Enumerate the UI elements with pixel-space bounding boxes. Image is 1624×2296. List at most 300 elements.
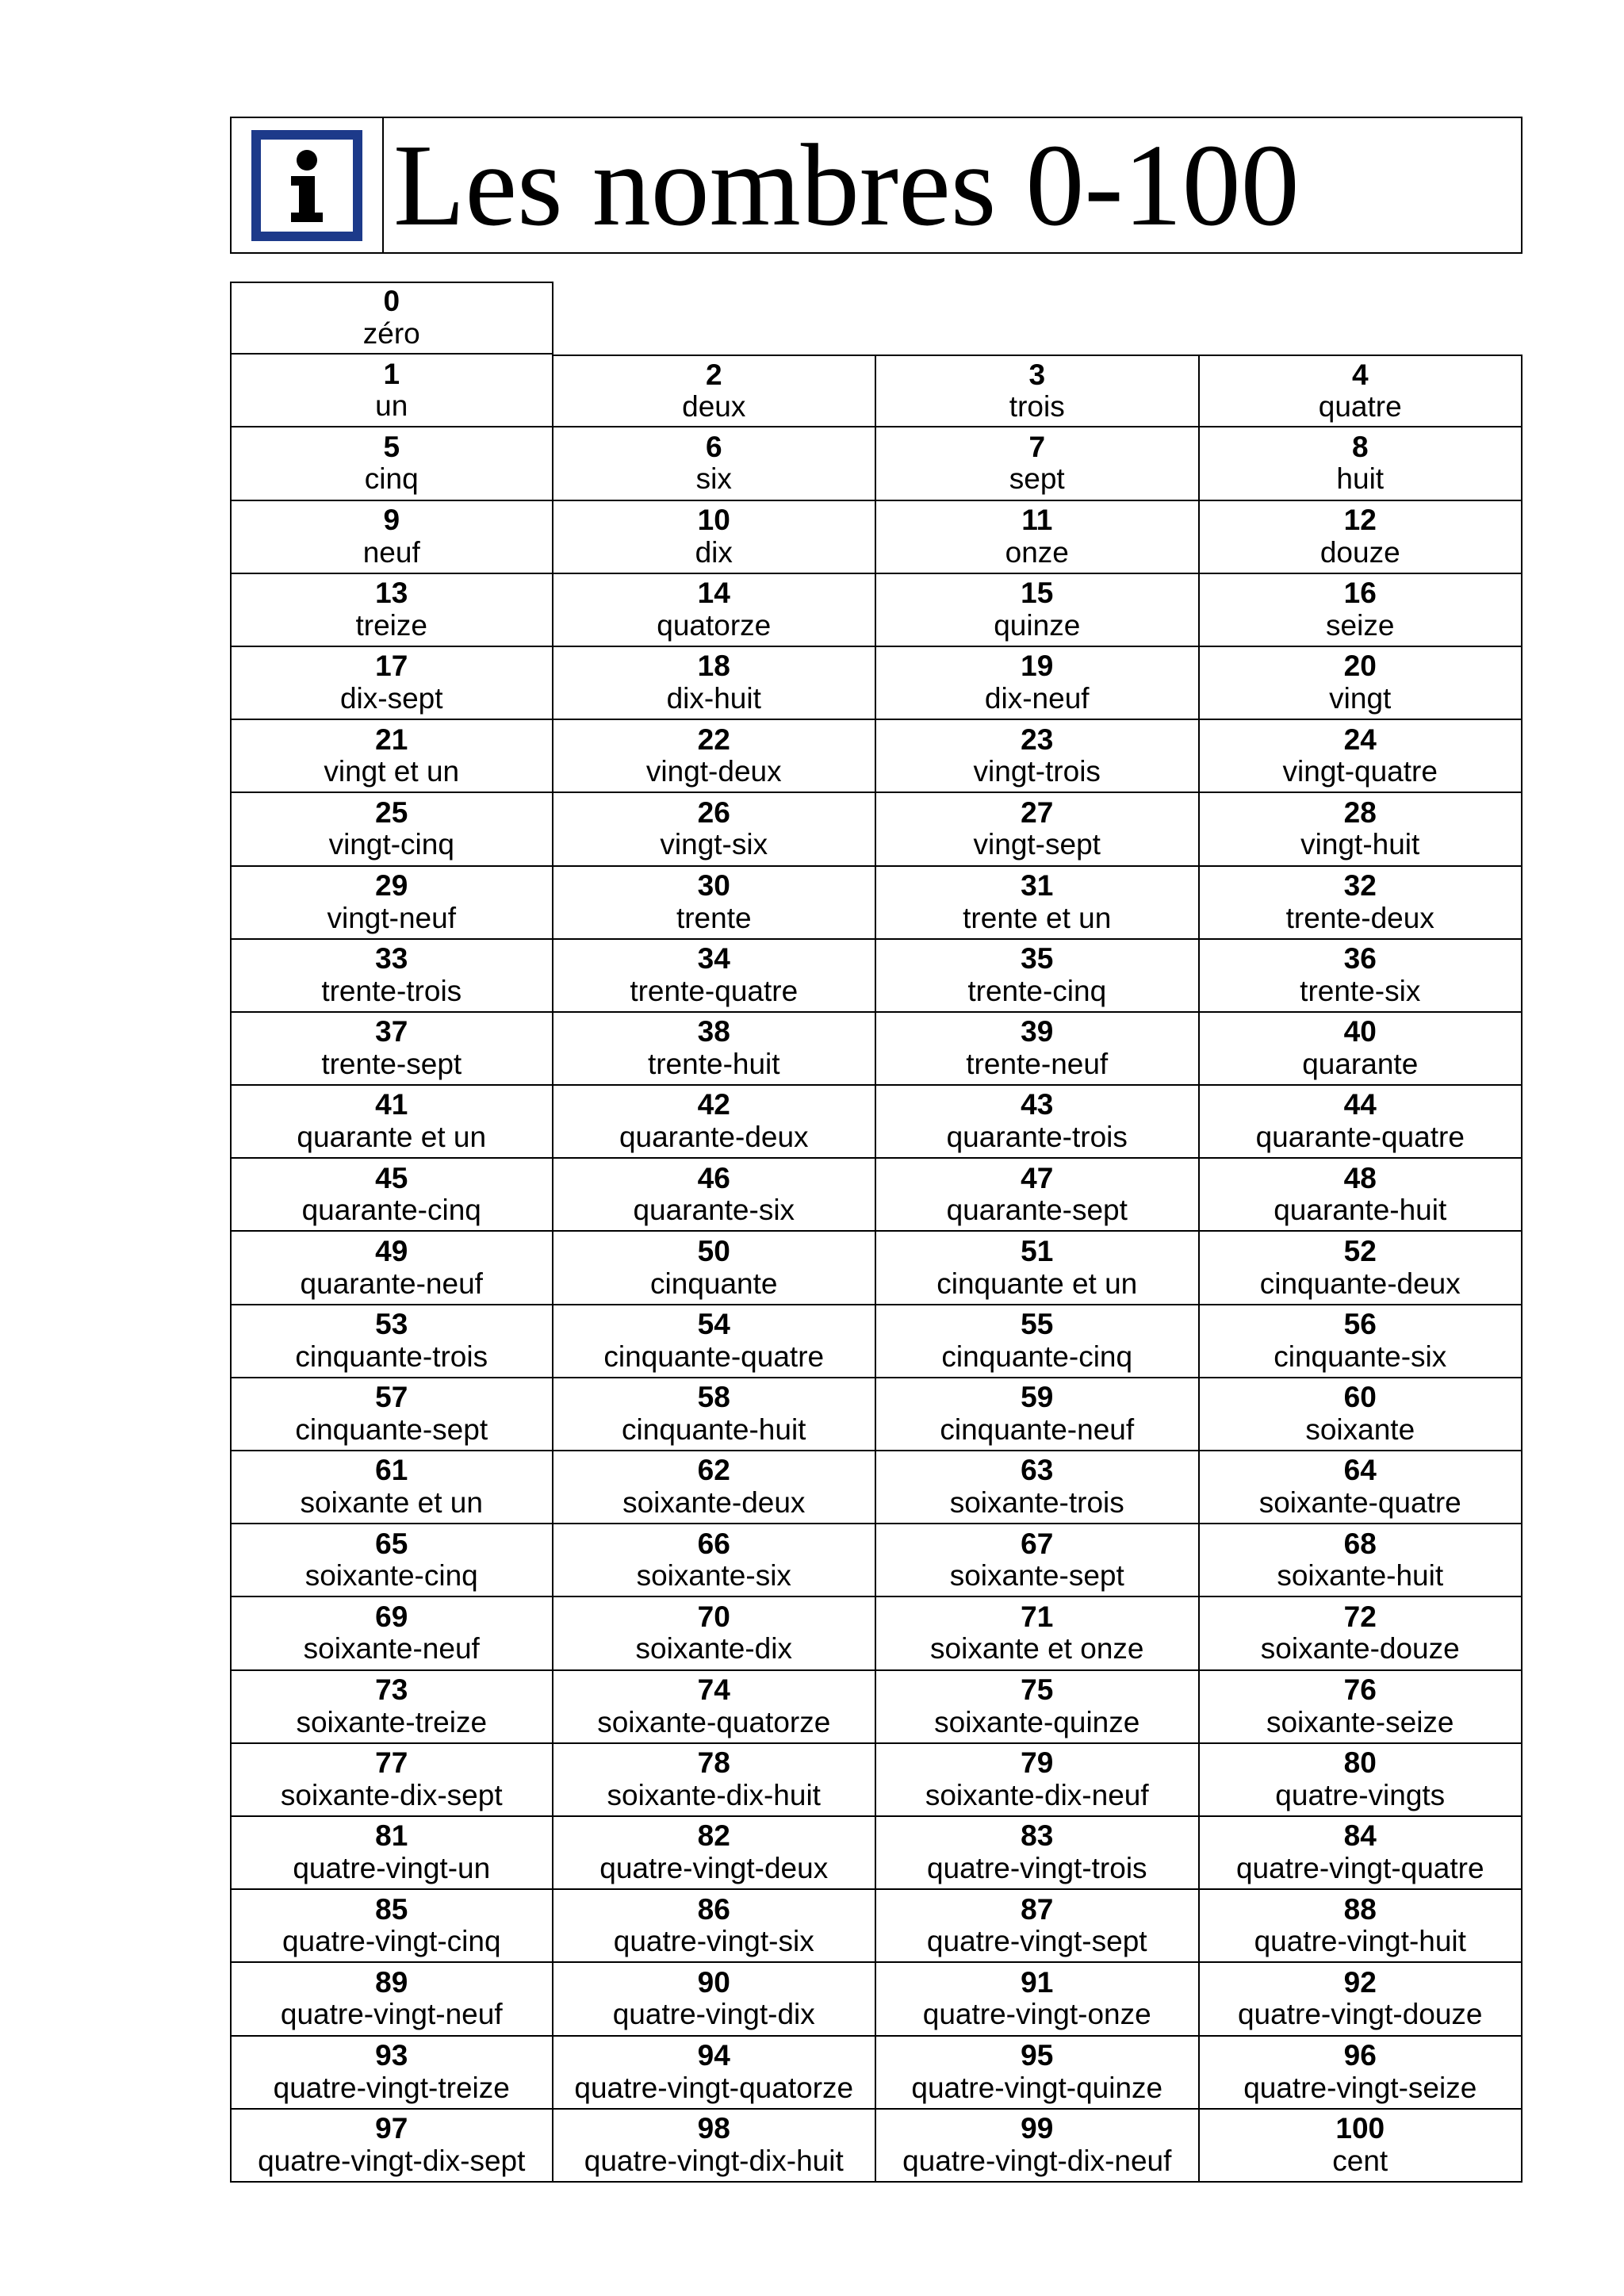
number-word: trente-huit: [647, 1047, 780, 1080]
number-value: 100: [1335, 2112, 1385, 2145]
number-cell: [230, 1378, 553, 1451]
number-word: trente-trois: [321, 974, 462, 1007]
number-word: quatre-vingt-sept: [926, 1925, 1147, 1958]
number-value: 97: [375, 2112, 408, 2145]
number-value: 41: [375, 1088, 408, 1121]
number-cell: [230, 1159, 553, 1232]
number-value: 73: [375, 1673, 408, 1706]
number-word: quatre: [1318, 390, 1402, 424]
number-word: vingt: [1329, 682, 1392, 715]
number-value: 28: [1343, 795, 1377, 829]
number-cell: [1200, 1744, 1523, 1817]
number-word: neuf: [362, 535, 420, 569]
number-value: 76: [1343, 1673, 1377, 1706]
number-cell: [230, 1817, 553, 1890]
page-title: Les nombres 0-100: [393, 120, 1300, 251]
number-word: zéro: [362, 317, 420, 351]
page-header: [230, 117, 1522, 254]
number-word: quarante-six: [633, 1194, 795, 1227]
number-value: 43: [1021, 1088, 1054, 1121]
number-cell: [1200, 1159, 1523, 1232]
numbers-table: [230, 282, 1522, 2183]
number-value: 86: [697, 1892, 730, 1926]
number-word: soixante-sept: [949, 1559, 1124, 1593]
number-value: 49: [375, 1234, 408, 1267]
number-value: 0: [383, 285, 400, 318]
number-word: cinquante-trois: [295, 1340, 488, 1373]
number-cell: [876, 1013, 1200, 1086]
number-value: 60: [1343, 1381, 1377, 1414]
number-cell: [230, 1086, 553, 1159]
number-cell: [1200, 1451, 1523, 1524]
empty-cell: [553, 282, 877, 355]
number-value: 31: [1021, 868, 1054, 902]
number-value: 36: [1343, 942, 1377, 976]
number-word: cinquante-six: [1274, 1340, 1447, 1373]
number-word: quatre-vingts: [1275, 1778, 1446, 1811]
number-cell: [876, 1817, 1200, 1890]
number-word: soixante-quinze: [934, 1705, 1140, 1738]
number-word: trente-neuf: [966, 1047, 1109, 1080]
number-cell: [553, 1086, 877, 1159]
number-value: 62: [697, 1454, 730, 1487]
number-value: 3: [1028, 358, 1046, 391]
number-word: quarante-trois: [946, 1121, 1128, 1154]
number-cell: [1200, 647, 1523, 720]
number-value: 20: [1343, 650, 1377, 683]
number-value: 35: [1021, 942, 1054, 976]
number-word: quatre-vingt-quinze: [911, 2071, 1163, 2104]
number-word: soixante-deux: [622, 1486, 806, 1520]
number-value: 53: [375, 1308, 408, 1341]
number-cell: [553, 1524, 877, 1597]
number-word: trente et un: [963, 901, 1112, 934]
number-value: 9: [383, 503, 400, 536]
number-cell: [230, 1451, 553, 1524]
number-value: 50: [697, 1234, 730, 1267]
number-cell: [553, 1671, 877, 1744]
number-word: quarante-deux: [619, 1121, 809, 1154]
number-cell: [876, 940, 1200, 1013]
number-value: 59: [1021, 1381, 1054, 1414]
number-word: quinze: [994, 608, 1081, 642]
number-word: quatre-vingt-douze: [1237, 1998, 1483, 2031]
number-value: 23: [1021, 723, 1054, 756]
number-cell: [1200, 1671, 1523, 1744]
number-cell: [876, 427, 1200, 500]
number-value: 13: [375, 577, 408, 610]
number-cell: [1200, 1890, 1523, 1963]
number-word: cinquante-cinq: [941, 1340, 1133, 1373]
number-value: 12: [1343, 503, 1377, 536]
number-value: 14: [697, 577, 730, 610]
number-word: vingt-huit: [1300, 828, 1420, 861]
number-value: 65: [375, 1527, 408, 1560]
number-cell: [553, 793, 877, 866]
number-cell: [553, 574, 877, 647]
number-word: soixante-dix: [635, 1632, 792, 1665]
number-cell: [876, 1597, 1200, 1670]
number-cell: [1200, 1963, 1523, 2036]
number-cell: [553, 501, 877, 574]
number-cell: [1200, 1597, 1523, 1670]
number-word: soixante-dix-neuf: [925, 1778, 1149, 1811]
number-value: 37: [375, 1015, 408, 1048]
number-word: vingt-cinq: [328, 828, 454, 861]
number-cell: [230, 647, 553, 720]
number-word: quarante: [1302, 1047, 1419, 1080]
number-cell: [230, 720, 553, 793]
number-word: trente-six: [1300, 974, 1421, 1007]
number-cell: [553, 355, 877, 427]
number-value: 40: [1343, 1015, 1377, 1048]
number-cell: [876, 355, 1200, 427]
number-word: soixante: [1305, 1412, 1415, 1446]
number-cell: [230, 1597, 553, 1670]
number-value: 74: [697, 1673, 730, 1706]
number-value: 17: [375, 650, 408, 683]
number-value: 85: [375, 1892, 408, 1926]
number-cell: [1200, 2037, 1523, 2110]
number-cell: [876, 2037, 1200, 2110]
number-word: quatre-vingt-deux: [599, 1852, 829, 1885]
number-cell: [876, 501, 1200, 574]
number-value: 69: [375, 1600, 408, 1633]
number-cell: [1200, 1305, 1523, 1378]
number-word: vingt-neuf: [327, 901, 456, 934]
number-word: quatre-vingt-treize: [273, 2071, 510, 2104]
number-value: 75: [1021, 1673, 1054, 1706]
number-word: quarante-huit: [1274, 1194, 1447, 1227]
number-value: 63: [1021, 1454, 1054, 1487]
number-value: 7: [1028, 430, 1046, 463]
number-cell: [876, 1671, 1200, 1744]
number-value: 4: [1351, 358, 1369, 391]
number-cell: [553, 2110, 877, 2183]
number-word: quatre-vingt-huit: [1254, 1925, 1466, 1958]
number-cell: [876, 1744, 1200, 1817]
number-value: 29: [375, 868, 408, 902]
number-cell: [230, 2110, 553, 2183]
number-value: 58: [697, 1381, 730, 1414]
number-value: 87: [1021, 1892, 1054, 1926]
number-cell: [1200, 1524, 1523, 1597]
number-value: 64: [1343, 1454, 1377, 1487]
number-word: cinquante-deux: [1259, 1267, 1461, 1300]
number-word: vingt-deux: [645, 755, 782, 788]
number-word: onze: [1005, 535, 1069, 569]
number-value: 56: [1343, 1308, 1377, 1341]
number-word: un: [375, 389, 408, 423]
number-word: trente-cinq: [967, 974, 1107, 1007]
number-cell: [230, 1744, 553, 1817]
number-value: 47: [1021, 1161, 1054, 1194]
number-value: 90: [697, 1965, 730, 1999]
number-value: 55: [1021, 1308, 1054, 1341]
number-word: dix: [695, 535, 733, 569]
number-word: soixante et onze: [930, 1632, 1144, 1665]
number-word: soixante et un: [300, 1486, 483, 1520]
number-cell: [553, 1232, 877, 1305]
number-value: 84: [1343, 1819, 1377, 1853]
number-value: 78: [697, 1746, 730, 1780]
number-value: 67: [1021, 1527, 1054, 1560]
number-value: 48: [1343, 1161, 1377, 1194]
number-word: quatre-vingt-quatre: [1235, 1852, 1484, 1885]
number-cell: [553, 1963, 877, 2036]
number-cell: [1200, 867, 1523, 940]
number-value: 44: [1343, 1088, 1377, 1121]
number-cell: [876, 2110, 1200, 2183]
number-cell: [230, 1671, 553, 1744]
number-value: 2: [705, 358, 722, 391]
number-cell: [230, 501, 553, 574]
number-word: soixante-dix-sept: [280, 1778, 503, 1811]
number-word: soixante-quatre: [1258, 1486, 1461, 1520]
number-value: 46: [697, 1161, 730, 1194]
number-word: quatre-vingt-quatorze: [574, 2071, 854, 2104]
number-cell: [553, 1451, 877, 1524]
title-cell: [384, 118, 1521, 252]
number-word: cinquante-huit: [622, 1412, 806, 1446]
number-value: 51: [1021, 1234, 1054, 1267]
number-cell: [876, 867, 1200, 940]
number-word: cinquante-sept: [295, 1412, 488, 1446]
number-value: 61: [375, 1454, 408, 1487]
number-cell: [553, 940, 877, 1013]
number-cell: [1200, 1817, 1523, 1890]
number-cell: [876, 1890, 1200, 1963]
number-value: 95: [1021, 2038, 1054, 2072]
number-word: vingt-six: [660, 828, 768, 861]
number-value: 38: [697, 1015, 730, 1048]
number-cell: [1200, 720, 1523, 793]
number-word: vingt-quatre: [1282, 755, 1438, 788]
number-cell: [876, 647, 1200, 720]
number-value: 6: [705, 430, 722, 463]
number-cell: [1200, 501, 1523, 574]
empty-cell: [1200, 282, 1523, 355]
number-cell: [876, 1159, 1200, 1232]
number-word: dix-sept: [339, 682, 443, 715]
number-word: cent: [1332, 2144, 1388, 2177]
number-cell: [876, 1232, 1200, 1305]
number-cell: [553, 1890, 877, 1963]
number-word: trois: [1009, 390, 1065, 424]
number-word: cinq: [364, 462, 419, 496]
number-word: soixante-neuf: [303, 1632, 480, 1665]
number-word: quatre-vingt-six: [613, 1925, 814, 1958]
number-cell: [876, 1524, 1200, 1597]
number-cell: [876, 1963, 1200, 2036]
number-value: 24: [1343, 723, 1377, 756]
number-cell: [230, 940, 553, 1013]
number-cell: [876, 1378, 1200, 1451]
number-word: cinquante: [650, 1267, 778, 1300]
number-word: seize: [1326, 608, 1395, 642]
number-value: 82: [697, 1819, 730, 1853]
number-cell: [553, 1817, 877, 1890]
number-word: soixante-trois: [949, 1486, 1124, 1520]
number-word: quatorze: [657, 608, 772, 642]
number-cell: [553, 1013, 877, 1086]
number-word: soixante-cinq: [304, 1559, 478, 1593]
number-value: 33: [375, 942, 408, 976]
number-word: vingt-trois: [973, 755, 1101, 788]
number-word: quarante-quatre: [1255, 1121, 1465, 1154]
number-cell: [876, 1086, 1200, 1159]
number-value: 88: [1343, 1892, 1377, 1926]
number-value: 93: [375, 2038, 408, 2072]
number-cell: [230, 793, 553, 866]
number-cell: [230, 427, 553, 500]
number-word: dix-huit: [666, 682, 761, 715]
number-word: quatre-vingt-cinq: [282, 1925, 501, 1958]
number-word: quarante-sept: [946, 1194, 1128, 1227]
number-value: 1: [383, 357, 400, 390]
number-word: soixante-douze: [1260, 1632, 1460, 1665]
number-word: quarante-cinq: [301, 1194, 481, 1227]
number-cell: [1200, 1378, 1523, 1451]
number-value: 11: [1021, 503, 1053, 536]
number-word: soixante-seize: [1266, 1705, 1454, 1738]
number-word: deux: [682, 390, 746, 424]
number-value: 54: [697, 1308, 730, 1341]
number-word: quatre-vingt-neuf: [280, 1998, 503, 2031]
number-cell: [1200, 355, 1523, 427]
number-value: 25: [375, 795, 408, 829]
number-word: quatre-vingt-dix: [612, 1998, 815, 2031]
number-value: 27: [1021, 795, 1054, 829]
number-word: quatre-vingt-dix-neuf: [902, 2144, 1172, 2177]
number-value: 72: [1343, 1600, 1377, 1633]
number-cell: [553, 647, 877, 720]
number-value: 21: [375, 723, 408, 756]
number-value: 19: [1021, 650, 1054, 683]
number-cell: [876, 793, 1200, 866]
number-cell: [553, 1597, 877, 1670]
number-cell: [230, 1524, 553, 1597]
logo-cell: [232, 118, 384, 252]
number-value: 68: [1343, 1527, 1377, 1560]
number-word: soixante-quatorze: [597, 1705, 831, 1738]
number-word: quatre-vingt-seize: [1243, 2071, 1477, 2104]
number-word: trente: [676, 901, 752, 934]
number-word: cinquante-neuf: [940, 1412, 1135, 1446]
number-value: 26: [697, 795, 730, 829]
number-word: sept: [1009, 462, 1065, 496]
number-value: 83: [1021, 1819, 1054, 1853]
number-cell: [1200, 427, 1523, 500]
number-cell: [230, 867, 553, 940]
number-word: quarante-neuf: [300, 1267, 483, 1300]
number-cell: [230, 1305, 553, 1378]
number-cell: [553, 1378, 877, 1451]
number-cell: [1200, 1086, 1523, 1159]
number-value: 5: [383, 430, 400, 463]
number-word: quatre-vingt-trois: [926, 1852, 1147, 1885]
number-cell: [230, 1013, 553, 1086]
number-value: 45: [375, 1161, 408, 1194]
number-cell: [876, 1305, 1200, 1378]
number-word: treize: [355, 608, 427, 642]
number-value: 70: [697, 1600, 730, 1633]
number-cell: [553, 720, 877, 793]
number-cell: [553, 2037, 877, 2110]
info-icon: [251, 130, 362, 241]
number-cell: [1200, 793, 1523, 866]
number-word: trente-deux: [1285, 901, 1434, 934]
number-cell: [876, 574, 1200, 647]
number-value: 52: [1343, 1234, 1377, 1267]
number-value: 57: [375, 1381, 408, 1414]
number-cell: [1200, 1232, 1523, 1305]
number-value: 18: [697, 650, 730, 683]
number-value: 94: [697, 2038, 730, 2072]
number-value: 96: [1343, 2038, 1377, 2072]
number-word: douze: [1320, 535, 1400, 569]
number-word: soixante-dix-huit: [607, 1778, 821, 1811]
number-word: quarante et un: [297, 1121, 487, 1154]
number-word: cinquante-quatre: [603, 1340, 825, 1373]
number-value: 8: [1351, 430, 1369, 463]
number-cell: [553, 1159, 877, 1232]
number-word: cinquante et un: [936, 1267, 1138, 1300]
number-value: 91: [1021, 1965, 1054, 1999]
number-cell: [230, 1963, 553, 2036]
number-word: quatre-vingt-onze: [922, 1998, 1151, 2031]
number-word: quatre-vingt-dix-sept: [258, 2144, 526, 2177]
number-cell: [230, 282, 553, 355]
number-word: soixante-six: [636, 1559, 791, 1593]
number-word: trente-sept: [321, 1047, 462, 1080]
number-value: 80: [1343, 1746, 1377, 1780]
number-value: 89: [375, 1965, 408, 1999]
number-cell: [1200, 574, 1523, 647]
number-cell: [230, 574, 553, 647]
number-cell: [230, 355, 553, 427]
number-value: 16: [1343, 577, 1377, 610]
number-cell: [230, 2037, 553, 2110]
number-word: quatre-vingt-un: [293, 1852, 491, 1885]
number-cell: [553, 867, 877, 940]
number-cell: [876, 720, 1200, 793]
number-value: 71: [1021, 1600, 1054, 1633]
number-value: 92: [1343, 1965, 1377, 1999]
number-word: trente-quatre: [630, 974, 799, 1007]
number-value: 32: [1343, 868, 1377, 902]
number-cell: [553, 427, 877, 500]
number-cell: [876, 1451, 1200, 1524]
number-word: vingt et un: [324, 755, 460, 788]
number-word: huit: [1336, 462, 1385, 496]
number-cell: [1200, 2110, 1523, 2183]
number-value: 15: [1021, 577, 1054, 610]
number-word: six: [695, 462, 732, 496]
number-value: 66: [697, 1527, 730, 1560]
number-value: 81: [375, 1819, 408, 1853]
number-value: 22: [697, 723, 730, 756]
number-value: 39: [1021, 1015, 1054, 1048]
number-value: 30: [697, 868, 730, 902]
empty-cell: [876, 282, 1200, 355]
number-value: 99: [1021, 2112, 1054, 2145]
number-value: 10: [697, 503, 730, 536]
number-value: 34: [697, 942, 730, 976]
number-value: 79: [1021, 1746, 1054, 1780]
number-value: 98: [697, 2112, 730, 2145]
number-cell: [230, 1890, 553, 1963]
